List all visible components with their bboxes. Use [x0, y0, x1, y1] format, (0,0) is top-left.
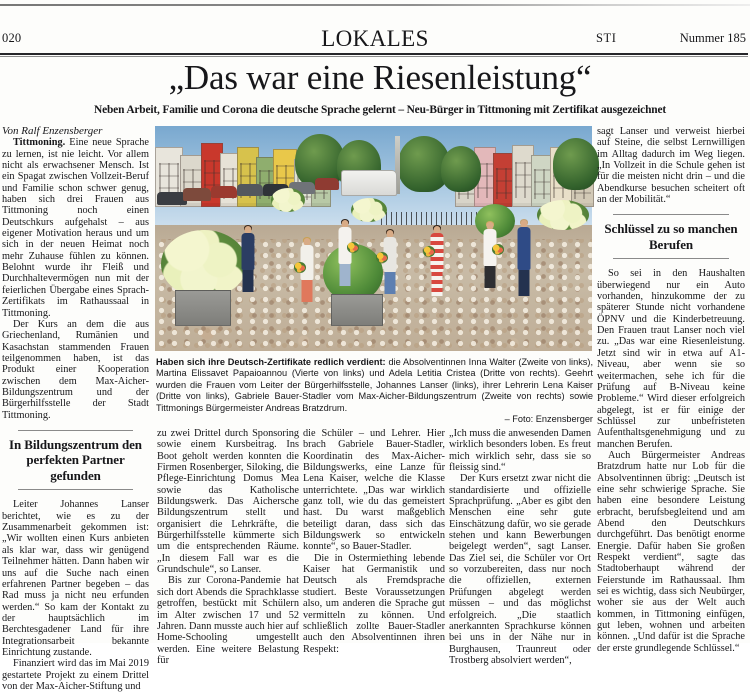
article-byline: Von Ralf Enzensberger: [2, 125, 103, 137]
article-column-1: [2, 126, 149, 692]
photo-van: [341, 170, 397, 196]
paragraph-lead: [2, 137, 149, 319]
paragraph: Die in Ostermiething lebende Kaiser hat Germanistik und Deutsch als Fremdsprache studiert. Beste Voraussetzungen also, um anderen die Sprache gut vermitteln zu können. Und schließlich zollte Bauer-Stadler auch den Absolventinnen ihren Respekt:: [303, 552, 445, 655]
photo-credit: – Foto: Enzensberger: [504, 414, 593, 425]
photo-car: [211, 186, 237, 198]
article-column-5: [597, 126, 745, 654]
paragraph: Bis zur Corona-Pandemie hat sich dort Abends die Sprachklasse getroffen, bestückt mit Schülern im Alter zwischen 17 und 52 Jahren. Dann musste auch hier auf Home-Schooling umgestellt werden. Eine weitere Belastung für: [157, 575, 299, 666]
paragraph: Leiter Johannes Lanser berichtet, wie es zu der Zusammenarbeit gekommen ist: „Wir wollten einen Kurs anbieten als klar war, dass wir genügend Teilnehmer hätten. Dann haben wir uns auf die Suche nach einen erfahrenen Partner begeben – das Rad muss ja nicht neu erfunden werden.“ So kam der Kontakt zu der hauptsächlich im Berchtesgadener Land für ihre Integrationsarbeit bekannte Einrichtung zustande.: [2, 499, 149, 658]
photo-planter: [331, 294, 383, 326]
paragraph-lead-text: Eine neue Sprache zu lernen, ist nie leicht. Vor allem nicht als erwachsener Mensch. Ist ein Spagat zwischen Vollzeit-Beruf und Familie schon schwer genug, haben sich drei Frauen aus Tittmoning noch einen Deutschkurs aufgehalst – aus eigener Motivation heraus und um sich in der neuen Heimat noch mehr Zuhause fühlen zu können. Belohnt wurde ihr Fleiß und Durchhaltevermögen nun mit der feierlichen Übergabe eines Sprach-Zertifikats im Rathaussaal in Tittmoning.: [2, 137, 149, 319]
masthead-section-title: LOKALES: [321, 26, 429, 51]
section-heading: Schlüssel zu so manchen Berufen: [604, 221, 738, 252]
article-column-3: [303, 428, 445, 655]
article-column-4: [449, 428, 591, 666]
photo-car: [183, 188, 211, 201]
paragraph: sagt Lanser und verweist hierbei auf Steine, die selbst Lernwilligen im Alltag dadurch im Weg liegen. „In Vollzeit in die Schule gehen ist für die meisten nicht drin – und die Abendkurse besuchen scheitert oft an der Mobilität.“: [597, 126, 745, 206]
masthead-rule-thin: [0, 56, 748, 57]
dateline: Tittmoning.: [13, 137, 66, 149]
photo-person-absolventin-3: [427, 226, 447, 296]
paragraph: So sei in den Haushalten überwiegend nur ein Auto vorhanden, hinzukomme der zu späterer Stunde nicht vorhandene ÖPNV und die Kinderbetreuung. Den Frauen traut Lanser noch viel zu. „Das war eine Riesenleistung. Jetzt sind wir in etwa auf A1-Niveau, aber wenn sie so weitermachen, sehe ich für die Prüfung auf B-Niveau keine Probleme.“ Wird dieser erfolgreich abgelegt, ist er für einige der Schlüssel zur unbefristeten Aufenthaltsgenehmigung und zu manchen Berufen.: [597, 268, 745, 450]
heading-rule-bottom: [18, 489, 133, 490]
section-heading-block-1: [2, 430, 149, 491]
article-headline: „Das war eine Riesenleistung“: [168, 58, 592, 97]
photo-planter: [175, 290, 231, 326]
photo-person-bauer-stadler: [480, 222, 500, 288]
paragraph: „Ich muss die anwesenden Damen wirklich besonders loben. Es freut mich wirklich sehr, dass sie so fleissig sind.“: [449, 428, 591, 474]
heading-rule-top: [18, 430, 133, 431]
paragraph: Der Kurs ersetzt zwar nicht die standardisierte und offizielle Sprachprüfung. „Aber es gibt den Menschen eine sehr gute Einschätzung dafür, wo sie gerade stehen und kann Bewerbungen beigelegt werden“, sagt Lanser. Das Ziel sei, die Schüler vor Ort so vorzubereiten, dass nur noch die offiziellen, externen Prüfungen abgelegt werden müssen – und das möglichst erfolgreich. „Die staatlich anerkannten Sprachkurse können bei uns in der Nähe nur in Burghausen, Traunreut oder Trostberg absolviert werden“,: [449, 473, 591, 666]
photo-caption: [156, 357, 593, 425]
photo-caption-lead: Haben sich ihre Deutsch-Zertifikate redlich verdient:: [156, 357, 386, 367]
photo-flowerbed: [537, 200, 589, 230]
article-subheadline: Neben Arbeit, Familie und Corona die deutsche Sprache gelernt – Neu-Bürger in Tittmoning mit Zertifikat ausgezeichnet: [94, 104, 666, 116]
photo-tree: [441, 146, 481, 192]
paragraph: die Schüler – und Lehrer. Hier brach Gabriele Bauer-Stadler, Koordinatin des Max-Aicher-Bildungswerks, eine Lanze für Lena Kaiser, welche die Klasse unterrichtete. „Das war wirklich ganz toll, wie du das gemeistert hast. Du warst maßgeblich beteiligt daran, dass sich das Bildungswerk so entwickeln konnte“, so Bauer-Stadler.: [303, 428, 445, 553]
paragraph: Der Kurs an dem die aus Griechenland, Rumänien und Kasachstan stammenden Frauen teilgenommen haben, ist das Produkt einer Kooperation zwischen dem Max-Aicher-Bildungszentrum und der Bürgerhilfsstelle der Stadt Tittmoning.: [2, 318, 149, 421]
photo-person-bratzdrum: [513, 220, 535, 296]
page-top-rule: [0, 4, 750, 6]
photo-person-lanser: [238, 226, 258, 292]
photo-person-absolventin-1: [297, 238, 317, 302]
photo-tree: [553, 138, 599, 190]
photo-car: [315, 178, 339, 190]
section-heading: In Bildungszentrum den perfekten Partner gefunden: [9, 436, 142, 483]
paragraph: zu zwei Drittel durch Sponsoring sowie einem Kursbeitrag. Ins Boot geholt werden konnten die Firmen Rosenberger, Siloking, die Pflege-Einrichtung Domus Mea sowie das Katholische Bildungswerk. Das Aichersche Bildungszentrum stellt und organisiert die Lehrkräfte, die Bürgerhilfsstelle kümmerte sich um die entsprechenden Räume. „In diesem Fall war es die Grundschule“, so Lanser.: [157, 428, 299, 576]
paragraph: Finanziert wird das im Mai 2019 gestartete Projekt zu einem Drittel von der Max-Aicher-Stiftung und: [2, 658, 149, 692]
paragraph: Auch Bürgermeister Andreas Bratzdrum hatte nur Lob für die Absolventinnen übrig: „Deutsch ist eine sehr schwierige Sprache. Sie haben eine besondere Leistung erbracht, berufsbegleitend und am Abend den Deutschkurs durchgeführt. Das benötigt enorme Energie. Dafür haben Sie großen Respekt verdient“, sagte das Stadtoberhaupt während der Feierstunde im Rathaussaal. Ihm sei es wichtig, dass sich Neubürger, woher sie aus der Welt auch kommen, in Tittmoning einfügen, gut leben, wohnen und arbeiten können. „Und dafür ist die Sprache der erste grundlegende Schlüssel.“: [597, 449, 745, 654]
photo-flowerbed: [271, 188, 305, 212]
masthead-edition-code: STI: [596, 31, 617, 45]
section-heading-block-2: [597, 214, 745, 259]
masthead-page-number: 020: [2, 31, 22, 45]
article-column-2: [157, 428, 299, 666]
article-photo: [155, 126, 592, 351]
photo-caption-body: die Absolventinnen Inna Walter (Zweite von links), Martina Elissavet Papaioannou (Vierte von links) und Adela Letitia Cristea (Dritte von rechts). Geehrt wurden die Frauen vom Leiter der Bürgerhilfsstelle, Johannes Lanser (links), ihrer Lehrerin Lena Kaiser (Dritte von links), Gabriele Bauer-Stadler vom Max-Aicher-Bildungszentrum (Zweite von rechts) sowie Tittmonings Bürgermeister Andreas Bratzdrum.: [156, 357, 593, 413]
masthead-rule: [0, 53, 748, 55]
photo-person-kaiser: [380, 230, 400, 294]
photo-person-absolventin-2: [335, 220, 355, 286]
photo-car: [237, 184, 263, 196]
photo-flowerbed: [351, 198, 387, 222]
masthead-issue-number: Nummer 185: [679, 31, 746, 45]
heading-rule-top: [613, 214, 728, 215]
photo-flowerbed: [161, 230, 247, 298]
heading-rule-bottom: [613, 258, 728, 259]
